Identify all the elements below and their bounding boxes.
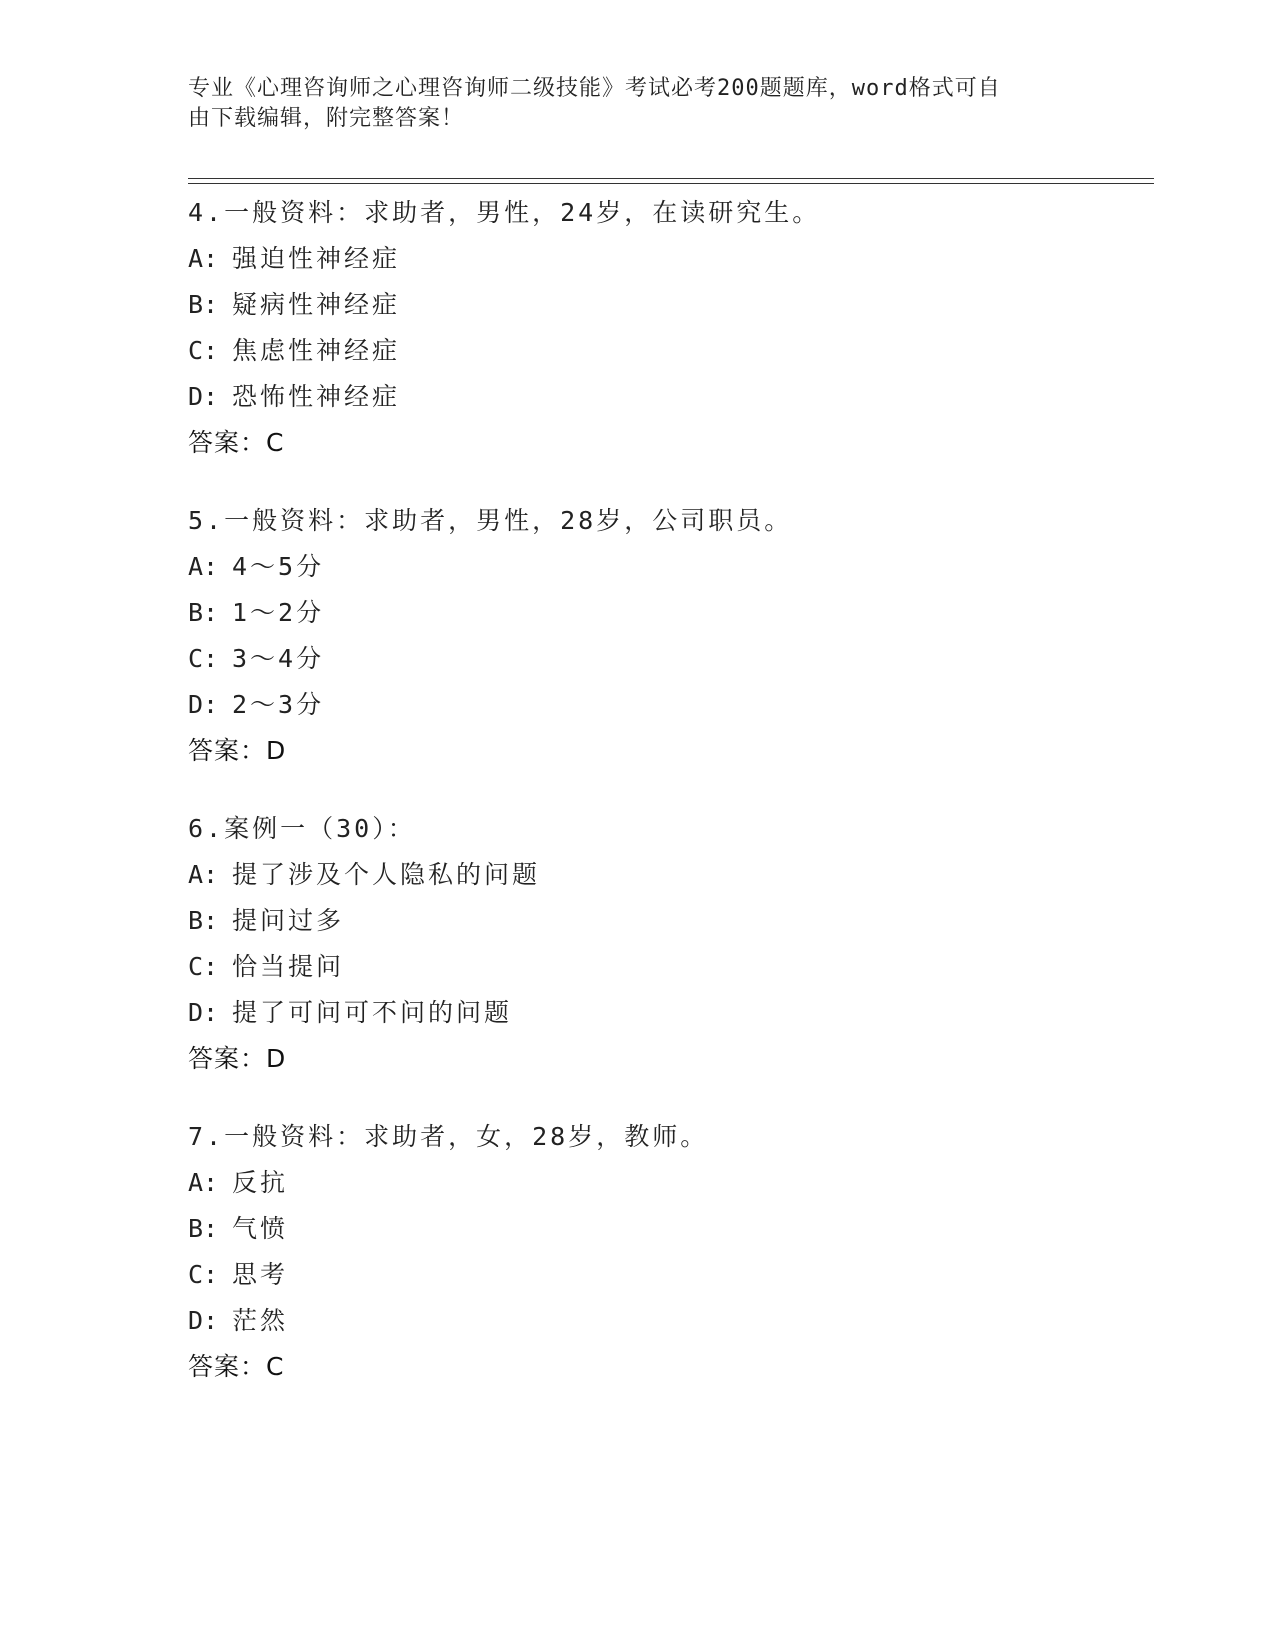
question-list <box>188 190 1148 1422</box>
option-text: 恰当提问 <box>232 952 345 981</box>
option-key: B: <box>188 290 219 319</box>
header-line-2: 由下载编辑，附完整答案！ <box>188 106 465 131</box>
option-text: 2～3分 <box>232 690 325 719</box>
document-header <box>188 74 1068 134</box>
option-key: D: <box>188 998 219 1027</box>
question-stem: 4.一般资料：求助者，男性，24岁，在读研究生。 <box>188 198 821 227</box>
answer-line: 答案：D <box>188 736 287 765</box>
option-text: 茫然 <box>232 1306 289 1335</box>
option-key: D: <box>188 690 219 719</box>
option-b <box>188 1206 1148 1252</box>
option-c <box>188 328 1148 374</box>
option-a <box>188 236 1148 282</box>
option-text: 提了涉及个人隐私的问题 <box>232 860 541 889</box>
question-4 <box>188 190 1148 466</box>
question-7 <box>188 1114 1148 1390</box>
question-6 <box>188 806 1148 1082</box>
option-a <box>188 544 1148 590</box>
option-text: 恐怖性神经症 <box>232 382 401 411</box>
question-stem: 5.一般资料：求助者，男性，28岁，公司职员。 <box>188 506 793 535</box>
option-key: A: <box>188 1168 219 1197</box>
option-text: 提问过多 <box>232 906 345 935</box>
option-text: 思考 <box>232 1260 289 1289</box>
header-line-1: 专业《心理咨询师之心理咨询师二级技能》考试必考200题题库，word格式可自 <box>188 76 1001 101</box>
option-key: C: <box>188 1260 219 1289</box>
option-key: C: <box>188 952 219 981</box>
question-stem: 6.案例一（30）： <box>188 814 416 843</box>
option-key: A: <box>188 244 219 273</box>
answer-line: 答案：C <box>188 1352 285 1381</box>
option-text: 气愤 <box>232 1214 289 1243</box>
option-key: B: <box>188 906 219 935</box>
option-b <box>188 590 1148 636</box>
question-stem: 7.一般资料：求助者，女，28岁，教师。 <box>188 1122 709 1151</box>
option-d <box>188 374 1148 420</box>
option-b <box>188 898 1148 944</box>
option-a <box>188 852 1148 898</box>
question-5 <box>188 498 1148 774</box>
option-key: B: <box>188 1214 219 1243</box>
option-text: 3～4分 <box>232 644 325 673</box>
option-d <box>188 990 1148 1036</box>
option-b <box>188 282 1148 328</box>
option-key: C: <box>188 336 219 365</box>
option-c <box>188 944 1148 990</box>
option-text: 疑病性神经症 <box>232 290 401 319</box>
option-text: 1～2分 <box>232 598 325 627</box>
option-key: A: <box>188 552 219 581</box>
option-text: 4～5分 <box>232 552 325 581</box>
option-d <box>188 1298 1148 1344</box>
option-text: 反抗 <box>232 1168 289 1197</box>
option-key: A: <box>188 860 219 889</box>
option-text: 强迫性神经症 <box>232 244 401 273</box>
option-a <box>188 1160 1148 1206</box>
option-d <box>188 682 1148 728</box>
option-key: B: <box>188 598 219 627</box>
option-key: D: <box>188 1306 219 1335</box>
option-key: D: <box>188 382 219 411</box>
header-double-rule <box>188 178 1154 184</box>
option-text: 焦虑性神经症 <box>232 336 401 365</box>
option-c <box>188 1252 1148 1298</box>
answer-line: 答案：D <box>188 1044 287 1073</box>
option-c <box>188 636 1148 682</box>
option-text: 提了可问可不问的问题 <box>232 998 513 1027</box>
option-key: C: <box>188 644 219 673</box>
answer-line: 答案：C <box>188 428 285 457</box>
